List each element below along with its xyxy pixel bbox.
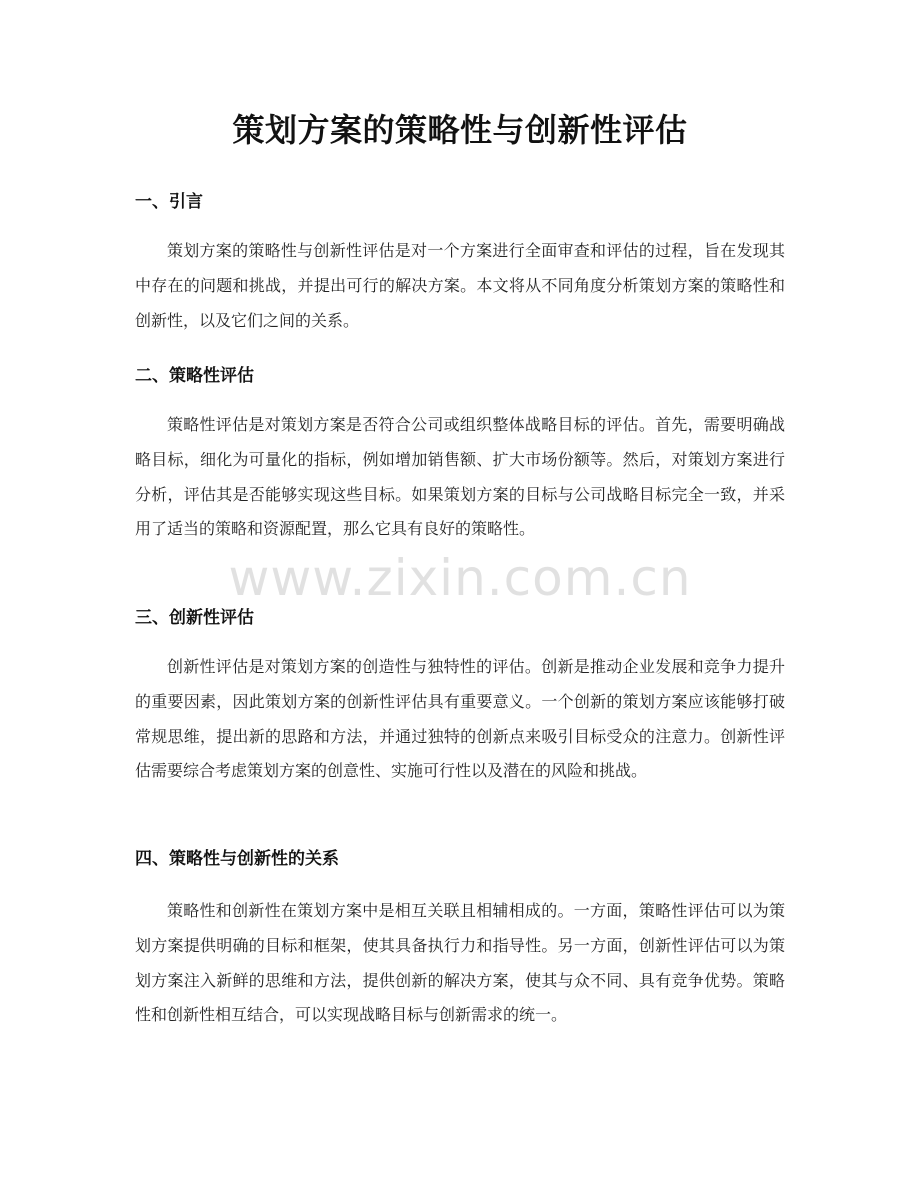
section-heading-introduction: 一、引言 [135,192,203,212]
section-body-strategy: 策略性评估是对策划方案是否符合公司或组织整体战略目标的评估。首先，需要明确战略目标，细化为可量化的指标，例如增加销售额、扩大市场份额等。然后，对策划方案进行分析，评估其是否能够实现这些目标。如果策划方案的目标与公司战略目标完全一致，并采用了适当的策略和资源配置，那么它具有良好的策略性。 [135,415,785,539]
section-body-introduction: 策划方案的策略性与创新性评估是对一个方案进行全面审查和评估的过程，旨在发现其中存在的问题和挑战，并提出可行的解决方案。本文将从不同角度分析策划方案的策略性和创新性，以及它们之间的关系。 [135,241,785,330]
section-heading-innovation: 三、创新性评估 [135,608,254,628]
document-title: 策划方案的策略性与创新性评估 [232,111,688,149]
section-body-innovation: 创新性评估是对策划方案的创造性与独特性的评估。创新是推动企业发展和竞争力提升的重要因素，因此策划方案的创新性评估具有重要意义。一个创新的策划方案应该能够打破常规思维，提出新的思路和方法，并通过独特的创新点来吸引目标受众的注意力。创新性评估需要综合考虑策划方案的创意性、实施可行性以及潜在的风险和挑战。 [135,657,785,781]
section-heading-relationship: 四、策略性与创新性的关系 [135,849,339,869]
section-heading-strategy: 二、策略性评估 [135,366,254,386]
section-body-relationship: 策略性和创新性在策划方案中是相互关联且相辅相成的。一方面，策略性评估可以为策划方案提供明确的目标和框架，使其具备执行力和指导性。另一方面，创新性评估可以为策划方案注入新鲜的思维和方法，提供创新的解决方案，使其与众不同、具有竞争优势。策略性和创新性相互结合，可以实现战略目标与创新需求的统一。 [135,901,785,1025]
watermark: www.zixin.com.cn [228,549,692,607]
